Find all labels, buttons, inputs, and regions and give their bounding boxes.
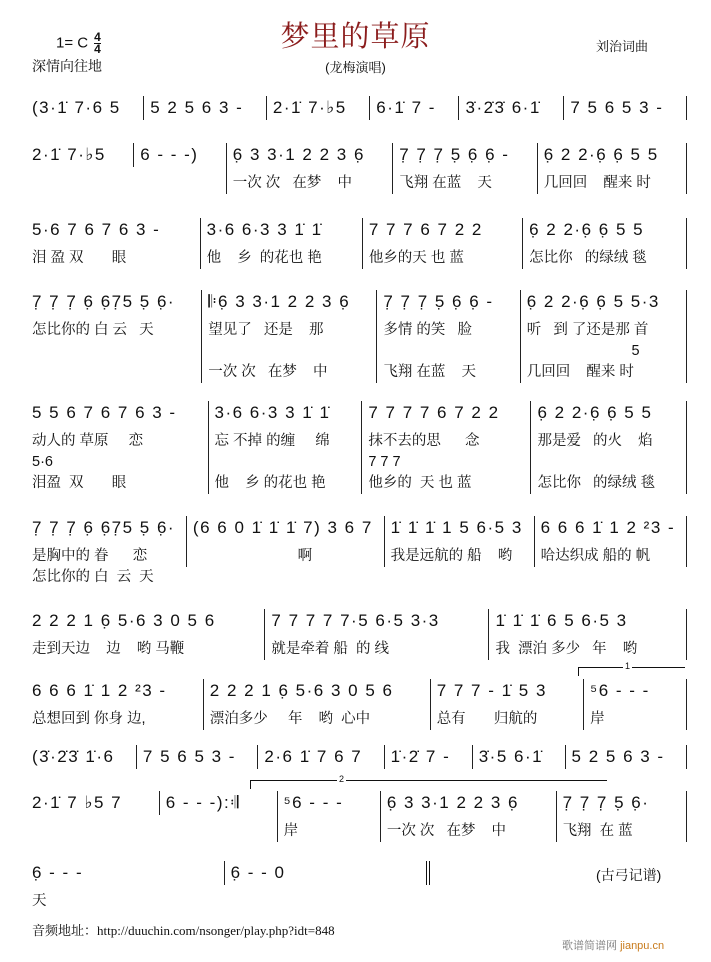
lyric-line — [383, 341, 513, 362]
lyric-line: 他 乡 的花也 艳 — [206, 250, 322, 266]
lyric-line: 我 漂泊 多少 年 哟 — [495, 641, 638, 657]
song-title: 梦里的草原 — [280, 21, 431, 53]
time-top: 4 — [94, 30, 101, 44]
lyrics-block — [32, 242, 194, 269]
staff-system — [30, 96, 687, 120]
lyric-line: 5 — [526, 343, 640, 359]
staff-system — [30, 861, 430, 912]
measure — [30, 791, 159, 815]
lyric-line: 听 到 了还是那 首 — [526, 322, 649, 338]
lyric-line: 泪 盈 双 眼 — [32, 250, 127, 266]
lyrics-block — [590, 703, 680, 730]
measure-notes: 7 5 6 5 3 - — [570, 98, 664, 117]
lyric-line: 漂泊多少 年 哟 心中 — [209, 711, 371, 727]
measure-notes: 6 6 6 1̇ 1 2 ²3 - — [540, 518, 676, 537]
lyric-line: 他 乡 的花也 艳 — [214, 475, 326, 491]
measure — [362, 218, 522, 269]
measure-notes: 6̣ 3 3·1 2 2 3 6̣ — [386, 793, 519, 812]
measure-notes: 6̣ 3 3·1 2 2 3 6̣ — [232, 145, 365, 164]
measure — [200, 218, 362, 269]
lyric-line: 总想回到 你身 边, — [32, 711, 146, 727]
lyric-line: 飞翔 在蓝 天 — [399, 175, 492, 191]
lyric-line: 岸 — [283, 823, 299, 839]
lyrics-block — [32, 425, 202, 494]
measure — [556, 791, 687, 842]
lyric-line: 抹不去的思 念 — [368, 433, 480, 449]
lyrics-block — [32, 885, 218, 912]
measure — [30, 745, 136, 769]
lyric-line: 怎比你的 白 云 天 — [32, 322, 154, 338]
measure-notes: 6̣ - - 0 — [230, 863, 286, 882]
measure-notes: 5 2 5 6 3 - — [150, 98, 244, 117]
measure — [30, 609, 264, 660]
measure — [376, 290, 519, 383]
measure — [520, 290, 687, 383]
measure — [472, 745, 565, 769]
volta-1-label: 1 — [625, 661, 631, 671]
lyrics-block — [233, 167, 386, 194]
lyric-line: 忘 不掉 的缠 绵 — [214, 433, 330, 449]
measure — [30, 861, 224, 912]
measure-notes: (3̇·2̇3̇ 1̇·6 — [32, 747, 115, 766]
lyric-line: 泪盈 双 眼 — [32, 475, 127, 491]
lyric-line: 就是牵着 船 的 线 — [271, 641, 390, 657]
measure — [563, 96, 687, 120]
measure-notes: ⁵6 - - - — [283, 793, 344, 812]
lyrics-block — [368, 425, 524, 494]
measure — [430, 679, 583, 730]
lyric-line: 多情 的笑 脸 — [383, 322, 472, 338]
lyric-line: 他乡的天 也 蓝 — [368, 250, 464, 266]
lyrics-block — [391, 540, 528, 567]
measure-notes: (6 6 0 1̇ 1̇ 1̇ 7) 3 6 7 — [192, 518, 373, 537]
measure-notes: 7 7 7 6 7 2 2 — [368, 220, 483, 239]
transcriber-credit: (古弓记谱) — [596, 867, 662, 883]
lyric-line: 他乡的 天 也 蓝 — [368, 475, 472, 491]
lyric-line: 怎比你 的绿绒 毯 — [529, 250, 647, 266]
lyrics-block — [563, 815, 680, 842]
lyric-line — [537, 452, 680, 473]
measure-notes: 6̣ 2 2·6̣ 6̣ 5 5 — [537, 403, 653, 422]
measure — [133, 143, 226, 167]
audio-label: 音频地址： — [32, 923, 98, 938]
measure — [186, 516, 384, 567]
measure — [369, 96, 458, 120]
lyrics-block — [387, 815, 550, 842]
lyric-line: 怎比你 的绿绒 毯 — [537, 475, 656, 491]
watermark-en: jianpu.cn — [620, 940, 665, 952]
lyric-line: 动人的 草原 恋 — [32, 433, 144, 449]
lyric-line: 啊 — [192, 548, 313, 564]
measure — [159, 791, 277, 815]
lyric-line — [215, 452, 356, 473]
lyrics-block — [32, 540, 180, 588]
measure-notes: 2·1̇ 7·♭5 — [272, 98, 347, 117]
measure — [583, 679, 687, 730]
time-bottom: 4 — [94, 42, 101, 56]
measure-notes: 6·1̇ 7 - — [376, 98, 436, 117]
lyrics-block — [541, 540, 680, 567]
measure-notes: 2·6 1̇ 7 6 7 — [264, 747, 363, 766]
measure-notes: 𝄆6̣ 3 3·1 2 2 3 6̣ — [208, 292, 351, 311]
measure-notes: 7̣ 7̣ 7̣ 5̣ 6̣ 6̣ - — [399, 145, 510, 164]
staff-system — [30, 609, 687, 660]
lyric-line: 几回回 醒来 时 — [543, 175, 651, 191]
staff-system — [30, 401, 687, 494]
staff-system — [30, 218, 687, 269]
measure-notes: 2·1̇ 7·♭5 — [32, 145, 106, 164]
measure — [384, 516, 534, 567]
time-signature — [94, 32, 101, 55]
staff-system — [30, 745, 687, 769]
lyrics-block — [544, 167, 680, 194]
measure-notes: 6̣ 2 2·6̣ 6̣ 5 5 — [529, 220, 645, 239]
measure-notes: 1̇ 1̇ 1̇ 1 5 6·5 3 — [390, 518, 523, 537]
volta-2-label: 2 — [339, 774, 345, 784]
measure — [530, 401, 687, 494]
measure — [30, 96, 143, 120]
measure — [30, 679, 203, 730]
measure — [30, 290, 201, 341]
measure — [208, 401, 362, 494]
measure-notes: 7 5 6 5 3 - — [142, 747, 236, 766]
lyric-line: 飞翔 在蓝 天 — [383, 364, 476, 380]
lyric-line: 几回回 醒来 时 — [526, 364, 634, 380]
lyrics-block — [271, 633, 482, 660]
lyric-line: 望见了 还是 那 — [208, 322, 324, 338]
lyric-line — [208, 341, 370, 362]
measure-notes: 1̇ 1̇ 1̇ 6 5 6·5 3 — [495, 611, 628, 630]
volta-bracket-2 — [250, 774, 607, 789]
audio-url-link[interactable]: http://duuchin.com/nsonger/play.php?idt=848 — [97, 923, 335, 938]
lyric-line: 怎比你的 白 云 天 — [32, 569, 154, 585]
measure — [277, 791, 380, 842]
measure — [380, 791, 556, 842]
lyric-line: 一次 次 在梦 中 — [208, 364, 328, 380]
measure — [522, 218, 687, 269]
lyric-line: 那是爱 的火 焰 — [537, 433, 653, 449]
measure-notes: 6 - - -):𝄇 — [165, 793, 240, 812]
lyrics-block — [529, 242, 680, 269]
measure-notes: 7 7 7 7 7·5 6·5 3·3 — [271, 611, 440, 630]
lyrics-block — [32, 633, 258, 660]
measure — [30, 143, 133, 167]
volta-bracket-1 — [578, 661, 685, 676]
measure-notes: ⁵6 - - - — [590, 681, 650, 700]
composer-credit: 刘治词曲 — [596, 39, 649, 54]
measure — [143, 96, 266, 120]
staff-system — [30, 143, 687, 194]
measure-notes: 7̣ 7̣ 7̣ 6̣ 6̣7̣5 5̣ 6̣· — [32, 518, 176, 537]
measure — [224, 861, 430, 885]
measure-notes: 6 - - -) — [140, 145, 199, 164]
measure — [488, 609, 687, 660]
measure-notes: 5 5 6 7 6 7 6 3 - — [32, 403, 177, 422]
singer-credit: (龙梅演唱) — [325, 60, 386, 75]
staff-system — [30, 516, 687, 588]
lyrics-block — [208, 314, 370, 383]
staff-system — [30, 791, 687, 842]
measure-notes: 6̣ - - - — [32, 863, 84, 882]
lyrics-block — [537, 425, 680, 494]
lyrics-block — [369, 242, 516, 269]
lyrics-block — [193, 540, 378, 567]
measure — [565, 745, 688, 769]
key-label: 1= C — [56, 34, 89, 52]
lyric-line: 一次 次 在梦 中 — [386, 823, 507, 839]
lyrics-block — [495, 633, 680, 660]
lyrics-block — [210, 703, 424, 730]
measure — [203, 679, 430, 730]
measure-notes: 2·1̇ 7 ♭5 7 — [32, 793, 123, 812]
lyric-line: 天 — [32, 893, 47, 909]
lyrics-block — [215, 425, 356, 494]
measure — [458, 96, 563, 120]
lyric-line: 一次 次 在梦 中 — [232, 175, 352, 191]
lyric-line: 我是远航的 船 哟 — [390, 548, 513, 564]
measure — [201, 290, 376, 383]
lyric-line: 哈达织成 船的 帆 — [540, 548, 651, 564]
measure-notes: 7 7 7 7 6 7 2 2 — [368, 403, 500, 422]
measure-notes: 6 6 6 1̇ 1 2 ²3 - — [32, 681, 167, 700]
lyric-line: 走到天边 边 哟 马鞭 — [32, 641, 185, 657]
measure-notes: 5·6 7 6 7 6 3 - — [32, 220, 161, 239]
watermark-cn: 歌谱简谱网 — [562, 940, 617, 952]
staff-system — [30, 679, 687, 730]
measure — [264, 609, 488, 660]
measure-notes: 5 2 5 6 3 - — [571, 747, 665, 766]
lyrics-block — [527, 314, 680, 383]
lyrics-block — [383, 314, 513, 383]
staff-system — [30, 290, 687, 383]
measure — [534, 516, 687, 567]
measure-notes: 7̣ 7̣ 7̣ 6̣ 6̣7̣5 5̣ 6̣· — [32, 292, 176, 311]
audio-address — [32, 920, 335, 939]
lyrics-block — [207, 242, 356, 269]
measure-notes: 6̣ 2 2·6̣ 6̣ 5 5 — [543, 145, 659, 164]
measure-notes: 2 2 2 1 6̣ 5·6 3 0 5 6 — [32, 611, 216, 630]
measure — [257, 745, 383, 769]
measure-notes: 3·6 6·3 3 1̇ 1̇ — [206, 220, 323, 239]
lyrics-block — [437, 703, 577, 730]
measure-notes: 3̇·5 6·1̇ — [478, 747, 544, 766]
measure — [537, 143, 687, 194]
measure-notes: 2 2 2 1 6̣ 5·6 3 0 5 6 — [209, 681, 394, 700]
measure — [266, 96, 369, 120]
lyric-line: 总有 归航的 — [436, 711, 538, 727]
tempo-marking: 深情向往地 — [32, 58, 102, 74]
measure-notes: 1̇·2̇ 7 - — [390, 747, 451, 766]
lyrics-block — [284, 815, 374, 842]
measure — [384, 745, 472, 769]
watermark — [562, 937, 664, 953]
measure — [136, 745, 258, 769]
measure-notes: 7̣ 7̣ 7̣ 5̣ 6̣ 6̣ - — [383, 292, 494, 311]
measure — [30, 218, 200, 269]
measure — [30, 516, 186, 588]
lyric-line: 是胸中的 眷 恋 — [32, 548, 148, 564]
measure-notes: 7̣ 7̣ 7̣ 5̣ 6̣· — [562, 793, 650, 812]
measure-notes: 3·6 6·3 3 1̇ 1̇ — [214, 403, 331, 422]
lyric-line: 飞翔 在 蓝 — [562, 823, 633, 839]
lyric-line: 岸 — [590, 711, 605, 727]
measure-notes: 3̇·2̇3̇ 6·1̇ — [465, 98, 541, 117]
lyric-line: 5·6 — [32, 454, 53, 470]
measure — [30, 401, 208, 494]
measure-notes: (3·1̇ 7·6 5 — [32, 98, 121, 117]
lyrics-block — [32, 703, 197, 730]
lyric-line: 7 7 7 — [368, 454, 401, 470]
measure-notes: 7 7 7 - 1̇ 5 3 — [436, 681, 547, 700]
lyrics-block — [399, 167, 531, 194]
measure — [361, 401, 530, 494]
lyrics-block — [32, 314, 195, 341]
key-signature — [56, 32, 101, 55]
measure — [226, 143, 392, 194]
measure — [392, 143, 537, 194]
measure-notes: 6̣ 2 2·6̣ 6̣ 5 5·3 — [526, 292, 660, 311]
